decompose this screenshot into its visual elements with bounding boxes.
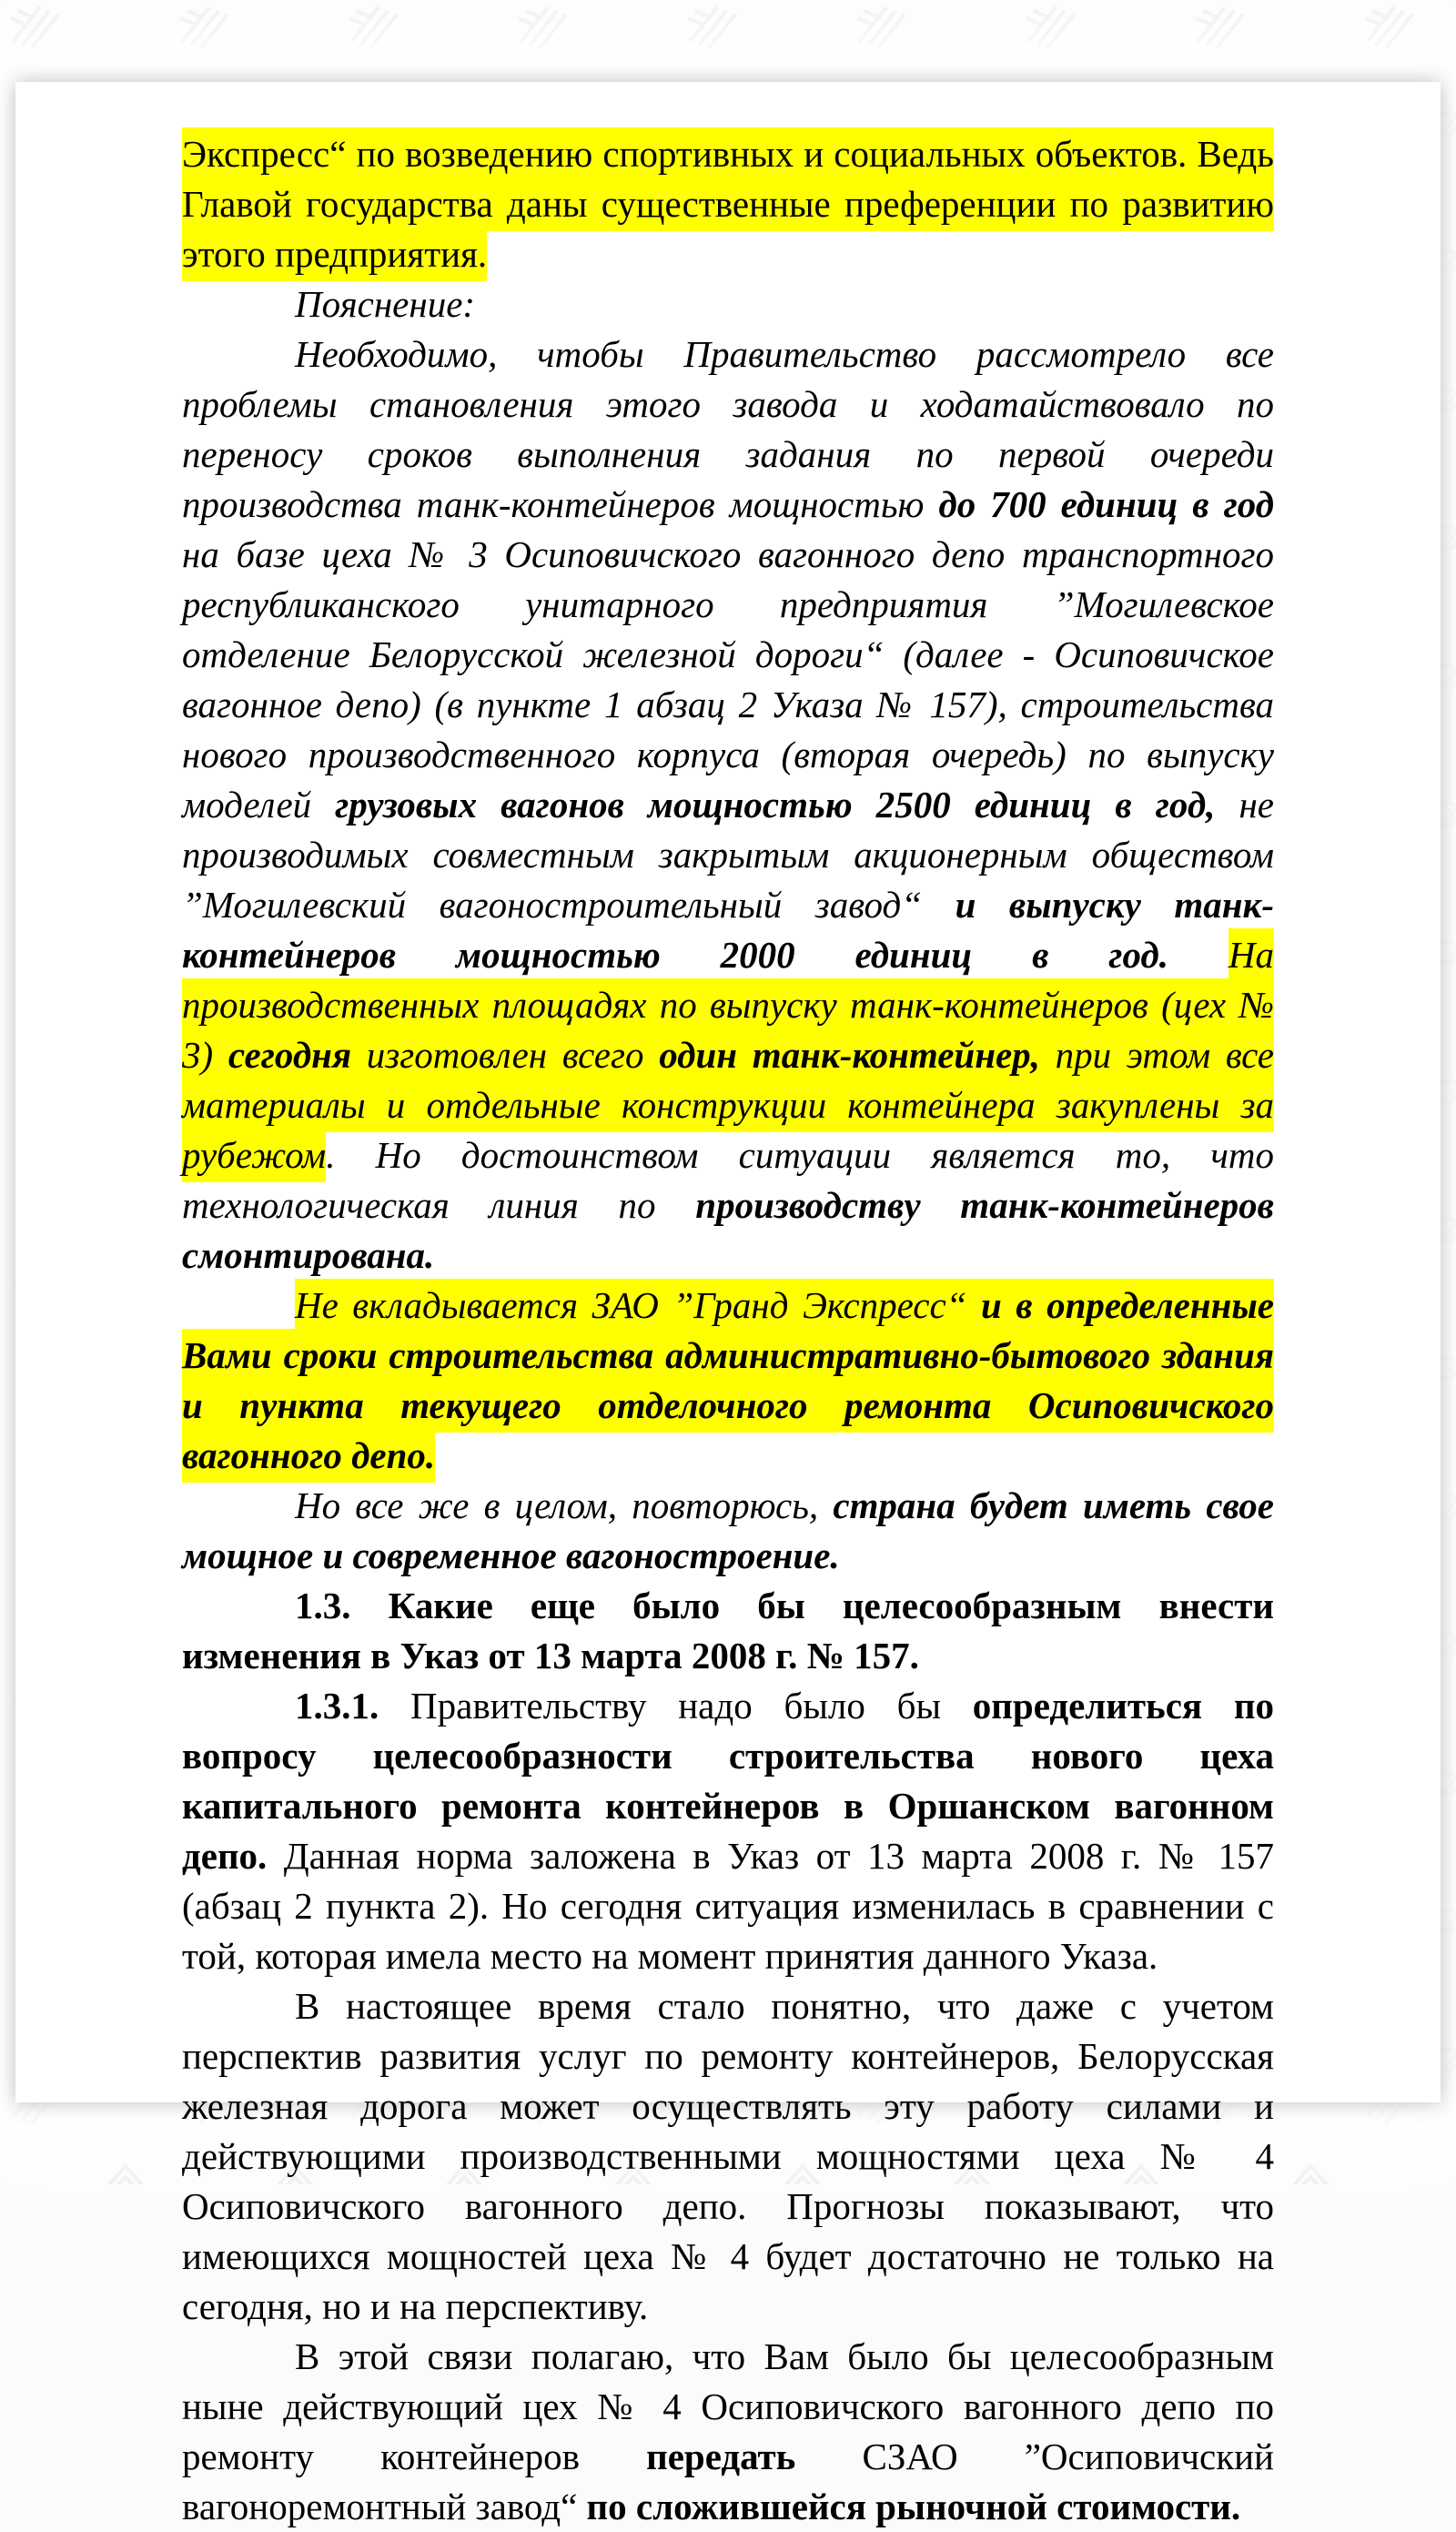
text-segment: и в определенные Вами сроки строительства административно-бытового здания и пункта текущего отделочного ремонта Осиповичского вагонного депо. [182, 1279, 1274, 1483]
text-segment: Правительству надо было бы [410, 1685, 973, 1727]
text-segment: . Но достоинством ситуации является то, что технологическая линия по [182, 1134, 1274, 1226]
text-segment: Данная норма заложена в Указ от 13 марта 2008 г. № 157 (абзац 2 пункта 2). Но сегодня ситуация изменилась в сравнении с той, которая имела место на момент принятия данного Указа. [182, 1835, 1274, 1977]
text-segment: В настоящее время стало понятно, что даже с учетом перспектив развития услуг по ремонту контейнеров, Белорусская железная дорога может осуществлять эту работу силами и действующими производственными мощностями цеха № 4 Осиповичского вагонного депо. Прогнозы показывают, что имеющихся мощностей цеха № 4 будет достаточно не только на сегодня, но и на перспективу. [182, 1985, 1274, 2327]
text-segment: по сложившейся рыночной стоимости. [586, 2486, 1241, 2527]
current-capacity-paragraph [182, 1981, 1274, 2332]
text-segment: Необходимо, чтобы Правительство рассмотрело все проблемы становления этого завода и ходатайствовало по переносу сроков выполнения задания по первой очереди производства танк-контейнеров мощностью [182, 333, 1274, 525]
document-body [182, 129, 1274, 2532]
text-segment: и выпуску танк-контейнеров мощностью 2000 единиц в год. [182, 884, 1274, 976]
text-segment: передать [646, 2436, 796, 2477]
text-segment: Пояснение: [295, 283, 476, 325]
section-1-3-1-paragraph [182, 1681, 1274, 1981]
text-segment: при этом все материалы и отдельные конструкции контейнера закуплены за рубежом [182, 1028, 1274, 1182]
section-1-3-heading [182, 1581, 1274, 1681]
text-segment: на базе цеха № 3 Осиповичского вагонного депо транспортного республиканского унитарного предприятия ”Могилевское отделение Белорусской железной дороги“ (далее - Осиповичское вагонное депо) (в пункте 1 абзац 2 Указа № 157), строительства нового производственного корпуса (вторая очередь) по выпуску моделей [182, 533, 1274, 825]
text-segment: грузовых вагонов мощностью 2500 единиц в год, [335, 784, 1216, 825]
text-segment: СЗАО ”Осиповичский вагоноремонтный завод“ [182, 2436, 1275, 2527]
explanation-body [182, 329, 1274, 1281]
text-segment: На производственных площадях по выпуску танк-контейнеров (цех № 3) [182, 928, 1274, 1082]
text-segment: 1.3. Какие еще было бы целесообразным внести изменения в Указ от 13 марта 2008 г. № 157. [182, 1585, 1274, 1676]
text-segment: Не вкладывается ЗАО ”Гранд Экспресс“ [295, 1279, 981, 1332]
explanation-label [182, 279, 1274, 329]
text-segment: до 700 единиц в год [938, 483, 1275, 525]
text-segment: Экспресс“ по возведению спортивных и социальных объектов. Ведь Главой государства даны существенные преференции по развитию этого предприятия. [182, 127, 1274, 281]
text-segment: определиться по вопросу целесообразности строительства нового цеха капитального ремонта контейнеров в Оршанском вагонном депо. [182, 1685, 1274, 1877]
document-page [15, 82, 1441, 2527]
text-segment: производству танк-контейнеров смонтирована. [182, 1184, 1274, 1276]
overall-conclusion [182, 1481, 1274, 1581]
text-segment: не производимых совместным закрытым акционерным обществом ”Могилевский вагоностроительный завод“ [182, 784, 1274, 926]
transfer-proposal-paragraph [182, 2332, 1274, 2532]
text-segment: В этой связи полагаю, что Вам было бы целесообразным ныне действующий цех № 4 Осиповичского вагонного депо по ремонту контейнеров [182, 2335, 1274, 2477]
text-segment: сегодня [228, 1028, 351, 1082]
text-segment: 1.3.1. [295, 1685, 411, 1727]
text-segment: изготовлен всего [351, 1028, 659, 1082]
text-segment: один танк-контейнер, [659, 1028, 1040, 1082]
text-segment: Но все же в целом, повторюсь, [295, 1484, 834, 1526]
grand-express-highlight [182, 1281, 1274, 1481]
text-segment: страна будет иметь свое мощное и современное вагоностроение. [182, 1484, 1274, 1576]
intro-highlight [182, 129, 1274, 279]
